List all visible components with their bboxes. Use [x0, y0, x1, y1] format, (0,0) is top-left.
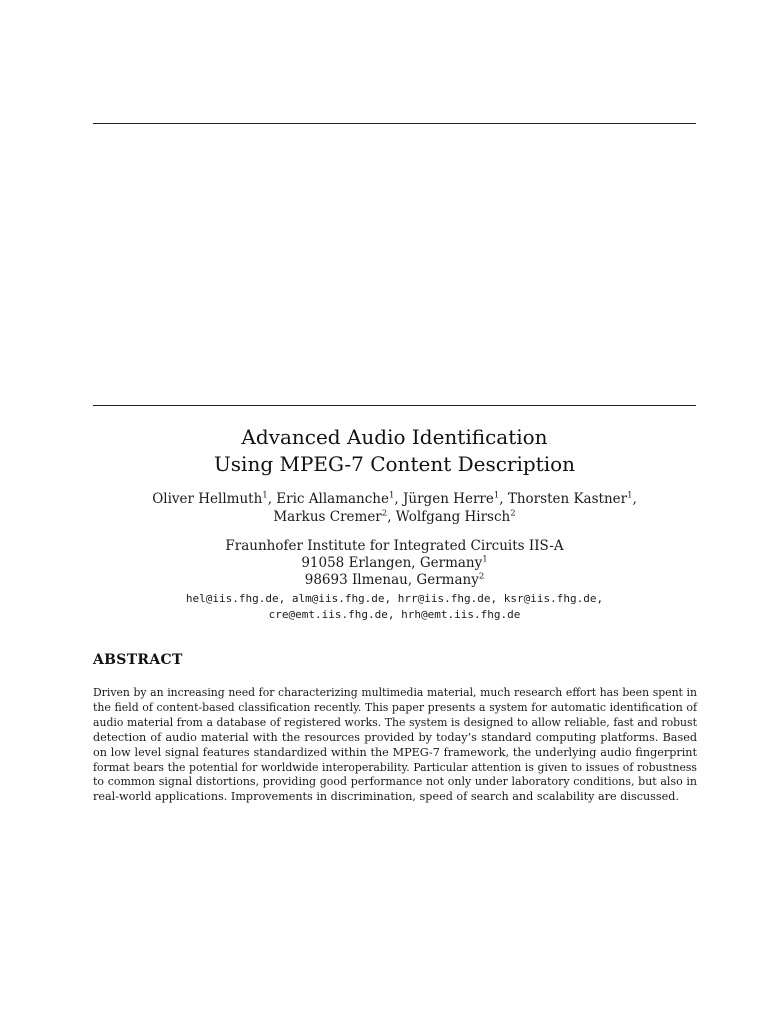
institute-name: Fraunhofer Institute for Integrated Circuits IIS-A	[225, 538, 564, 554]
abstract-line: on low level signal features standardized within the MPEG-7 framework, the underlying audio fingerprint	[93, 745, 697, 759]
location-mark: 1	[482, 554, 488, 565]
affiliation-location-2	[93, 572, 696, 589]
location-mark: 2	[478, 571, 485, 582]
author-separator: ,	[632, 491, 637, 507]
author-name: Oliver Hellmuth	[152, 491, 263, 507]
author-separator: ,	[267, 491, 277, 507]
location-text: 98693 Ilmenau, Germany	[304, 572, 479, 588]
author-affiliation-mark: 1	[262, 490, 268, 501]
location-text: 91058 Erlangen, Germany	[301, 555, 483, 571]
abstract-line: detection of audio material with the resources provided by today’s standard computing platforms. Based	[93, 730, 697, 744]
abstract-line: to common signal distortions, providing good performance not only under laboratory conditions, but also in	[93, 775, 697, 789]
paper-title-line-1: Advanced Audio Identification	[241, 425, 548, 449]
abstract-heading: ABSTRACT	[93, 652, 183, 668]
title-horizontal-rule	[93, 405, 696, 406]
author-name: Markus Cremer	[273, 509, 382, 525]
paper-title-line-2: Using MPEG-7 Content Description	[213, 452, 576, 476]
author-name: Jürgen Herre	[403, 491, 494, 507]
author-name: Wolfgang Hirsch	[395, 509, 511, 525]
author-affiliation-mark: 1	[627, 490, 633, 501]
author-affiliation-mark: 1	[493, 490, 500, 501]
top-horizontal-rule	[93, 123, 696, 124]
abstract-body	[93, 686, 697, 805]
author-list	[93, 490, 696, 526]
author-separator: ,	[387, 509, 396, 525]
author-name: Thorsten Kastner	[507, 491, 628, 507]
abstract-line: the field of content-based classification recently. This paper presents a system for automatic identification of	[93, 700, 697, 714]
abstract-line: real-world applications. Improvements in discrimination, speed of search and scalability are discussed.	[93, 790, 679, 804]
email-line-2: cre@emt.iis.fhg.de, hrh@emt.iis.fhg.de	[268, 608, 521, 621]
author-affiliation-mark: 2	[381, 508, 388, 519]
abstract-line: format bears the potential for worldwide interoperability. Particular attention is given to issues of robustness	[93, 760, 697, 774]
abstract-line: Driven by an increasing need for characterizing multimedia material, much research effort has been spent in	[93, 686, 697, 699]
abstract-line: audio material from a database of registered works. The system is designed to allow reliable, fast and robust	[93, 715, 697, 729]
email-line-1: hel@iis.fhg.de, alm@iis.fhg.de, hrr@iis.fhg.de, ksr@iis.fhg.de,	[185, 592, 604, 605]
author-name: Eric Allamanche	[276, 491, 389, 507]
email-list	[93, 591, 696, 623]
title-block	[93, 424, 696, 623]
affiliation-location-1	[93, 555, 696, 572]
author-affiliation-mark: 1	[388, 490, 395, 501]
author-affiliation-mark: 2	[510, 508, 516, 519]
author-separator: ,	[499, 491, 508, 507]
author-line-1	[93, 490, 696, 508]
author-line-2	[93, 508, 696, 526]
affiliation-block	[93, 538, 696, 589]
author-separator: ,	[394, 491, 403, 507]
